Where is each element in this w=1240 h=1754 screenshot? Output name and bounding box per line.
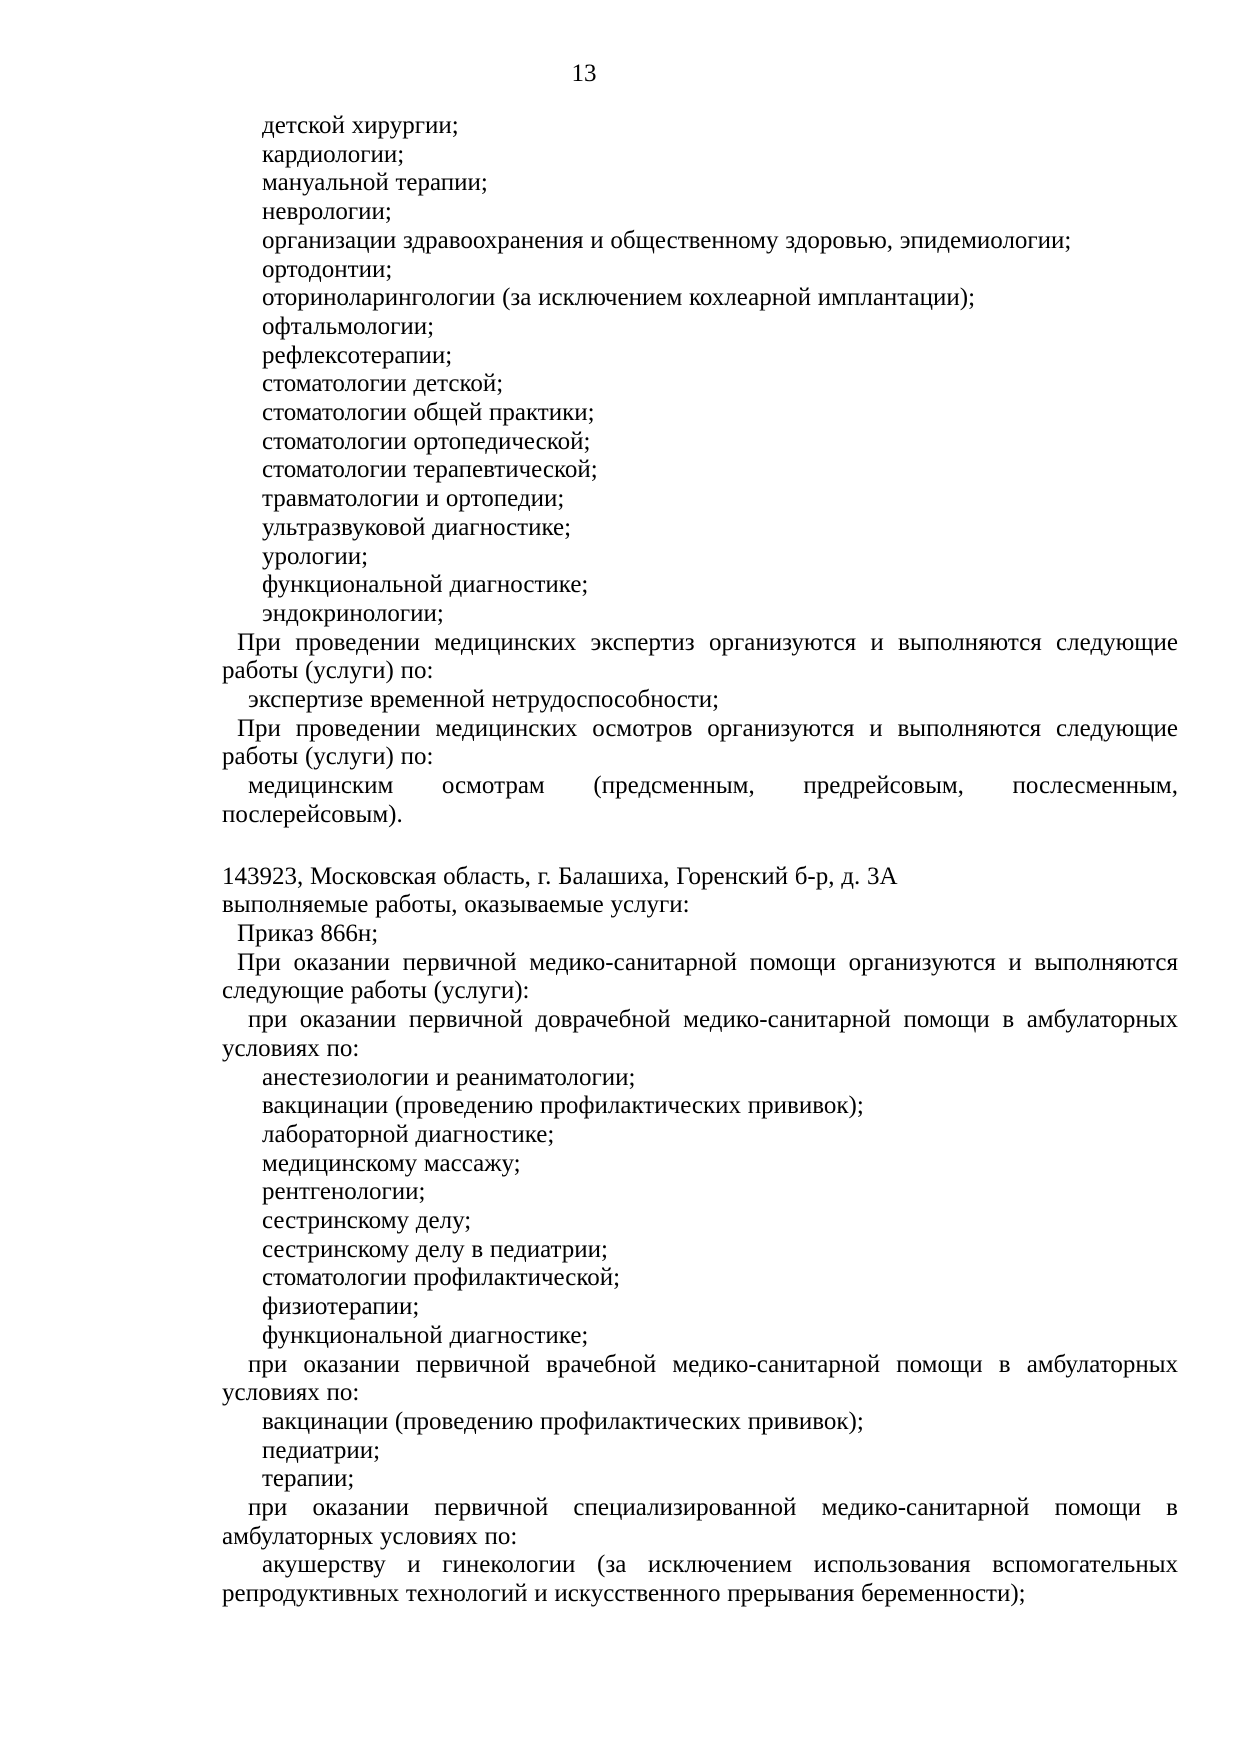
text-line: при оказании первичной врачебной медико-санитарной помощи в амбулаторных (248, 1350, 1178, 1378)
text-line: следующие работы (услуги): (222, 977, 530, 1005)
text-line: терапии; (262, 1465, 355, 1493)
text-line: при оказании первичной специализированной медико-санитарной помощи в (248, 1494, 1178, 1522)
text-line: стоматологии терапевтической; (262, 456, 598, 484)
text-line: эндокринологии; (262, 599, 444, 627)
text-line: амбулаторных условиях по: (222, 1522, 518, 1550)
document-body (222, 112, 1178, 1609)
text-line: ортодонтии; (262, 255, 393, 283)
text-line: послерейсовым). (222, 800, 403, 828)
text-line: организации здравоохранения и общественному здоровью, эпидемиологии; (262, 226, 1072, 254)
text-line: функциональной диагностике; (262, 1321, 589, 1349)
text-line: травматологии и ортопедии; (262, 485, 565, 513)
text-line: офтальмологии; (262, 312, 435, 340)
text-line: стоматологии профилактической; (262, 1264, 621, 1292)
text-line: рентгенологии; (262, 1178, 426, 1206)
text-line: При проведении медицинских осмотров организуются и выполняются следующие (237, 714, 1178, 742)
text-line: сестринскому делу; (262, 1207, 472, 1235)
text-line: акушерству и гинекологии (за исключением использования вспомогательных (262, 1551, 1178, 1579)
text-line: физиотерапии; (262, 1293, 420, 1321)
text-line: экспертизе временной нетрудоспособности; (248, 686, 720, 714)
text-line: медицинскому массажу; (262, 1149, 521, 1177)
text-line: урологии; (262, 542, 369, 570)
text-line: условиях по: (222, 1379, 360, 1407)
text-line: анестезиологии и реаниматологии; (262, 1063, 636, 1091)
text-line: детской хирургии; (262, 112, 459, 139)
text-line: кардиологии; (262, 140, 405, 168)
text-line: При оказании первичной медико-санитарной помощи организуются и выполняются (237, 948, 1178, 976)
text-line: педиатрии; (262, 1436, 381, 1464)
text-line: рефлексотерапии; (262, 341, 453, 369)
text-line: При проведении медицинских экспертиз организуются и выполняются следующие (237, 628, 1178, 656)
text-line: при оказании первичной доврачебной медико-санитарной помощи в амбулаторных (248, 1006, 1178, 1034)
text-line: медицинским осмотрам (предсменным, предрейсовым, послесменным, (248, 772, 1178, 800)
text-line: репродуктивных технологий и искусственного прерывания беременности); (222, 1580, 1026, 1608)
text-line: оториноларингологии (за исключением кохлеарной имплантации); (262, 284, 976, 312)
text-line: Приказ 866н; (237, 919, 379, 947)
text-line: функциональной диагностике; (262, 571, 589, 599)
text-line: работы (услуги) по: (222, 657, 434, 685)
text-line: сестринскому делу в педиатрии; (262, 1235, 608, 1263)
text-line: работы (услуги) по: (222, 743, 434, 771)
text-line: стоматологии детской; (262, 370, 504, 398)
page-number: 13 (571, 60, 597, 87)
text-line: вакцинации (проведению профилактических прививок); (262, 1092, 864, 1120)
text-line: 143923, Московская область, г. Балашиха, Горенский б-р, д. 3А (222, 862, 898, 890)
text-line: стоматологии ортопедической; (262, 427, 591, 455)
text-line: выполняемые работы, оказываемые услуги: (222, 891, 690, 919)
text-line: условиях по: (222, 1034, 360, 1062)
text-line: вакцинации (проведению профилактических прививок); (262, 1407, 864, 1435)
text-line: ультразвуковой диагностике; (262, 513, 572, 541)
text-line: стоматологии общей практики; (262, 399, 595, 427)
text-line: неврологии; (262, 198, 392, 226)
text-line: лабораторной диагностике; (262, 1120, 555, 1148)
text-line: мануальной терапии; (262, 169, 488, 197)
